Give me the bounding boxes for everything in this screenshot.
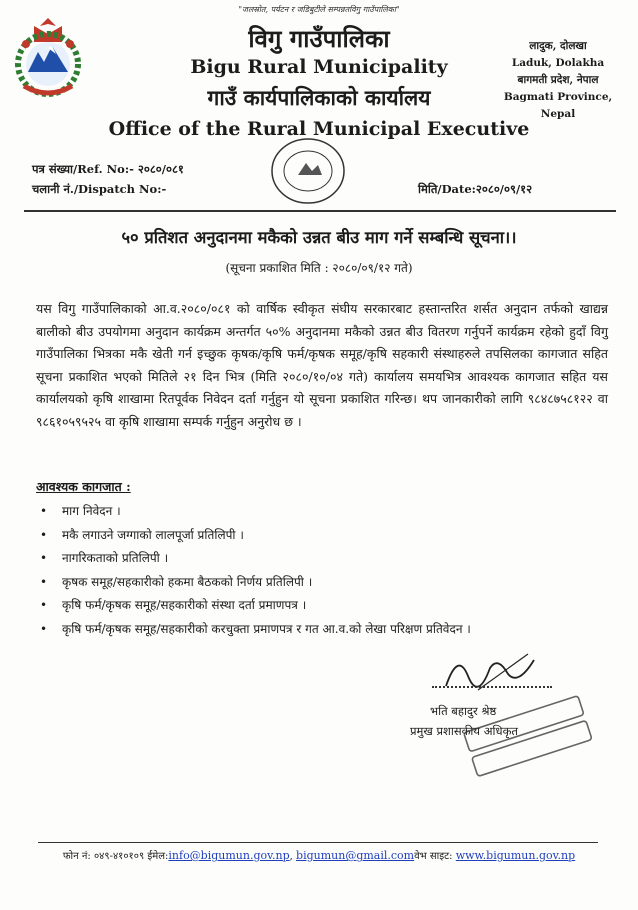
dispatch-number: चलानी नं./Dispatch No:- [32,182,167,196]
footer-web-label: वेभ साइट: [414,851,453,862]
requirement-text: माग निवेदन । [62,504,121,518]
bullet-icon: • [40,621,48,636]
requirement-text: कृषि फर्म/कृषक समूह/सहकारीको करचुक्ता प्रमाणपत्र र गत आ.व.को लेखा परिक्षण प्रतिवेदन । [62,621,471,636]
address-line: Laduk, Dolakha [511,57,605,69]
requirements-list [40,500,620,641]
requirement-text: कृषक समूह/सहकारीको हकमा बैठकको निर्णय प्रतिलिपी । [62,574,313,589]
officer-stamp [450,692,600,782]
header-divider [24,210,616,212]
bullet-icon: • [40,574,48,589]
address-line: बागमती प्रदेश, नेपाल [517,74,599,86]
footer-contact [0,848,638,862]
municipality-name-nepali: विगु गाउँपालिका [248,24,390,53]
requirement-text: नागरिकताको प्रतिलिपी । [62,551,169,565]
bullet-icon: • [40,551,48,565]
address-line: लादुक, दोलखा [529,40,587,52]
list-item [40,618,620,642]
bullet-icon: • [40,527,48,542]
handwritten-signature [438,646,548,696]
list-item [40,547,620,571]
bullet-icon: • [40,504,48,518]
motto: "जलस्रोत, पर्यटन र जडिबुटीले सम्पन्नतविगु गाउँपालिका" [238,5,400,14]
footer-email-label: ईमेल: [147,851,169,862]
signer-name: भति बहादुर श्रेष्ठ [430,704,497,718]
website-link[interactable]: www.bigumun.gov.np [455,849,576,862]
requirements-heading: आवश्यक कागजात : [36,479,131,494]
office-name-english: Office of the Rural Municipal Executive [108,118,530,140]
email-link-info[interactable]: info@bigumun.gov.np [168,849,290,862]
list-item [40,594,620,618]
list-item [40,524,620,548]
bullet-icon: • [40,598,48,612]
reference-number: पत्र संख्या/Ref. No:- २०८०/०८१ [32,162,184,176]
letter-date: मिति/Date:२०८०/०९/१२ [418,182,533,196]
list-item [40,571,620,595]
address-block [488,38,628,123]
municipality-name-english: Bigu Rural Municipality [190,56,448,78]
office-name-nepali: गाउँ कार्यपालिकाको कार्यालय [207,85,431,110]
notice-title: ५० प्रतिशत अनुदानमा मकैको उन्नत बीउ माग गर्ने सम्बन्धि सूचना।। [121,228,517,247]
email-link-gmail[interactable]: bigumun@gmail.com [296,849,415,862]
requirement-text: कृषि फर्म/कृषक समूह/सहकारीको संस्था दर्ता प्रमाणपत्र । [62,598,307,612]
publication-date: (सूचना प्रकाशित मिति : २०८०/०९/१२ गते) [225,261,413,275]
requirement-text: मकै लगाउने जग्गाको लालपूर्जा प्रतिलिपी । [62,527,244,542]
notice-body: यस विगु गाउँपालिकाको आ.व.२०८०/०८१ को वार्षिक स्वीकृत संघीय सरकारबाट हस्तान्तरित शर्सत अनुदान तर्फको खाद्यन्न बालीको बीउ उपयोगमा अनुदान कार्यक्रम अन्तर्गत ५०% अनुदानमा मकैको उन्नत बीउ वितरण गर्नुपर्ने कार्यक्रम रहेको हुदाँ विगु गाउँपालिका भित्रका मकै खेती गर्न इच्छुक कृषक/कृषि फर्म/कृषक समूह/कृषि सहकारी संस्थाहरुले तपसिलका कागजात सहित सूचना प्रकाशित भएको मितिले २१ दिन भित्र (मिति २०८०/१०/०४ गते) कार्यालय समयभित्र आवश्यक कागजात सहित यस कार्यालयको कृषि शाखामा रितपूर्वक निवेदन दर्ता गर्नुहुन यो सूचना प्रकाशित गरिन्छ। थप जानकारीको लागि ९८४८७५८१२२ वा ९८६१०५९५२५ वा कृषि शाखामा सम्पर्क गर्नुहुन अनुरोध छ । [36,301,608,429]
footer-divider [38,842,598,843]
footer-phone: फोन नं: ०४९-४१०१०९ [62,851,145,862]
list-item [40,500,620,524]
signature-line [432,686,552,688]
address-line: Bagmati Province, Nepal [503,91,613,120]
footer-separator: , [289,851,297,862]
signer-title: प्रमुख प्रशासकीय अधिकृत [410,724,518,738]
office-stamp [268,135,348,205]
